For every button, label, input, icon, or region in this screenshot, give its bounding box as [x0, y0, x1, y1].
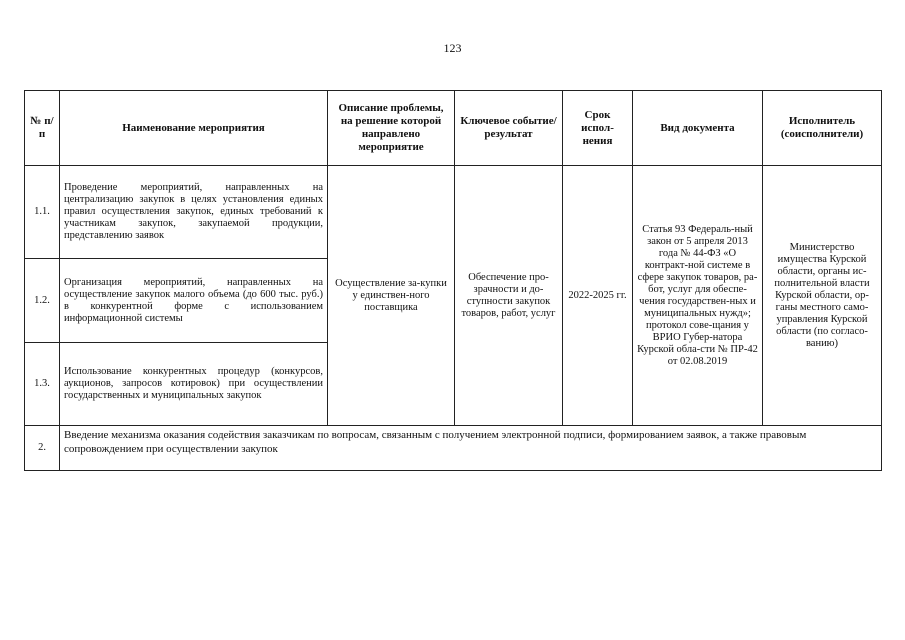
- row-name: Проведение мероприятий, направленных на централизацию закупок в целях установления единых правил осуществления закупок, единых требований к участникам закупок, закупаемой продукции, представлению заявок: [60, 166, 328, 259]
- row-text: Введение механизма оказания содействия заказчикам по вопросам, связанным с получением электронной подписи, формированием заявок, а также правовым сопровождением при осуществлении закупок: [60, 426, 882, 471]
- row-number: 2.: [25, 426, 60, 471]
- row-number: 1.3.: [25, 343, 60, 426]
- problem-cell: Осуществление за-купки у единствен-ного поставщика: [328, 166, 455, 426]
- executor-cell: Министерство имущества Курской области, органы ис-полнительной власти Курской области, ор-ганы местного само-управления Курской области (по согласо-ванию): [763, 166, 882, 426]
- row-name: Использование конкурентных процедур (конкурсов, аукционов, запросов котировок) при осуществлении государственных и муниципальных закупок: [60, 343, 328, 426]
- table-row: [25, 166, 882, 259]
- header-name: Наименование мероприятия: [60, 91, 328, 166]
- measures-table: [24, 90, 882, 471]
- event-cell: Обеспечение про-зрачности и до-ступности закупок товаров, работ, услуг: [455, 166, 563, 426]
- table-header-row: [25, 91, 882, 166]
- header-executor: Исполнитель (соисполнители): [763, 91, 882, 166]
- term-cell: 2022-2025 гг.: [563, 166, 633, 426]
- header-doc: Вид документа: [633, 91, 763, 166]
- row-number: 1.1.: [25, 166, 60, 259]
- header-num: № п/п: [25, 91, 60, 166]
- header-term: Срок испол-нения: [563, 91, 633, 166]
- document-cell: Статья 93 Федераль-ный закон от 5 апреля 2013 года № 44-ФЗ «О контракт-ной системе в сфере закупок товаров, ра-бот, услуг для обеспе-чения государствен-ных и муниципальных нужд»; протокол сове-щания у ВРИО Губер-натора Курской обла-сти № ПР-42 от 02.08.2019: [633, 166, 763, 426]
- row-name: Организация мероприятий, направленных на осуществление закупок малого объема (до 600 тыс. руб.) в конкурентной форме с использованием информационной системы: [60, 259, 328, 343]
- page-number: 123: [443, 41, 462, 55]
- header-problem: Описание проблемы, на решение которой направлено мероприятие: [328, 91, 455, 166]
- table-row: [25, 426, 882, 471]
- header-event: Ключевое событие/ результат: [455, 91, 563, 166]
- row-number: 1.2.: [25, 259, 60, 343]
